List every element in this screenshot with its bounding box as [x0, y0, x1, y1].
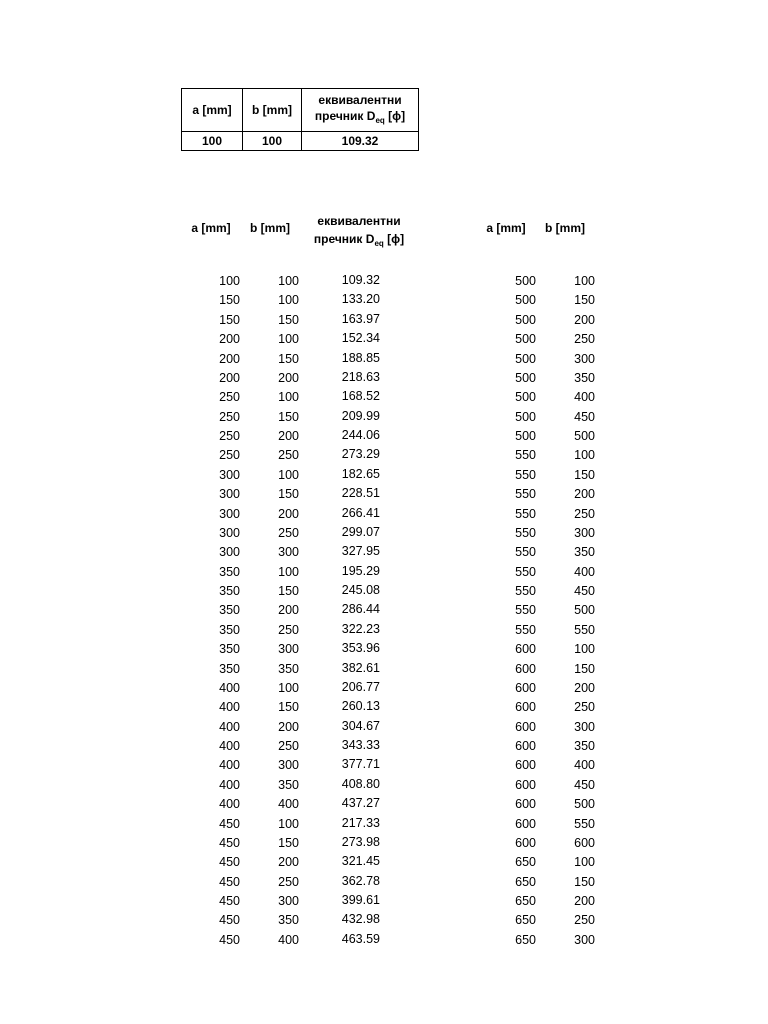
table-cell: 300: [574, 932, 595, 947]
table-cell: 195.29: [341, 563, 380, 578]
table-cell: 550: [574, 816, 595, 831]
table-cell: 300: [278, 894, 299, 908]
table-cell: 299.07: [341, 524, 380, 539]
table-cell: 408.80: [341, 776, 380, 791]
table-cell: 200: [219, 332, 240, 347]
table-cell: 200: [278, 719, 299, 734]
table-cell: 100: [278, 680, 299, 695]
table-cell: 400: [574, 390, 595, 405]
table-cell: 100: [219, 274, 240, 288]
table-cell: 600: [515, 835, 536, 850]
table-cell: 450: [219, 855, 240, 870]
table-cell: 300: [574, 351, 595, 366]
summary-header-b: b [mm]: [243, 89, 302, 132]
table-cell: 350: [574, 545, 595, 560]
table-cell: 150: [278, 835, 299, 850]
summary-value-a: 100: [182, 132, 243, 151]
table-cell: 400: [574, 564, 595, 579]
table-cell: 150: [219, 312, 240, 327]
table-cell: 450: [219, 913, 240, 928]
table-cell: 400: [219, 777, 240, 792]
table-cell: 218.63: [341, 369, 380, 384]
table-cell: 500: [574, 429, 595, 443]
list-header-b-right: b [mm]: [545, 221, 585, 235]
table-cell: 273.98: [341, 834, 380, 849]
table-cell: 343.33: [341, 738, 380, 752]
right-column-b: [545, 272, 595, 950]
table-cell: 350: [219, 564, 240, 579]
table-cell: 600: [515, 680, 536, 695]
table-cell: 150: [574, 874, 595, 889]
table-cell: 500: [574, 797, 595, 812]
table-cell: 400: [278, 932, 299, 947]
summary-header-deq-unit: [ϕ]: [384, 108, 406, 123]
table-cell: 100: [574, 855, 595, 870]
table-cell: 600: [515, 797, 536, 812]
table-cell: 133.20: [341, 292, 380, 307]
list-header-deq-line1: еквивалентни: [317, 214, 401, 228]
table-cell: 250: [574, 913, 595, 928]
table-cell: 244.06: [341, 428, 380, 442]
table-cell: 650: [515, 855, 536, 870]
list-header-deq-unit: [ϕ]: [383, 232, 405, 246]
table-cell: 200: [574, 680, 595, 695]
table-cell: 250: [219, 448, 240, 463]
table-cell: 650: [515, 932, 536, 947]
table-cell: 500: [515, 370, 536, 385]
table-cell: 350: [278, 777, 299, 792]
table-cell: 500: [515, 390, 536, 405]
table-cell: 600: [515, 642, 536, 657]
table-cell: 350: [219, 642, 240, 657]
table-cell: 100: [278, 816, 299, 831]
table-cell: 600: [515, 758, 536, 773]
table-cell: 100: [574, 642, 595, 657]
list-header-a-right: a [mm]: [486, 221, 526, 235]
table-cell: 273.29: [341, 447, 380, 462]
table-cell: 300: [219, 467, 240, 482]
table-cell: 100: [278, 293, 299, 308]
table-cell: 152.34: [341, 331, 380, 346]
table-cell: 432.98: [341, 912, 380, 927]
table-cell: 450: [574, 584, 595, 598]
table-cell: 450: [219, 835, 240, 850]
table-cell: 250: [219, 390, 240, 405]
table-cell: 350: [574, 370, 595, 385]
table-cell: 250: [219, 409, 240, 424]
table-cell: 450: [574, 409, 595, 424]
table-cell: 100: [278, 274, 299, 288]
table-cell: 650: [515, 874, 536, 889]
table-cell: 327.95: [341, 544, 380, 559]
table-cell: 400: [219, 739, 240, 753]
table-cell: 100: [278, 467, 299, 482]
table-cell: 600: [515, 777, 536, 792]
left-column-a: [190, 272, 240, 950]
table-cell: 300: [574, 525, 595, 540]
table-cell: 300: [278, 758, 299, 773]
table-cell: 463.59: [341, 931, 380, 946]
table-cell: 600: [515, 816, 536, 831]
summary-value-b: 100: [243, 132, 302, 151]
right-column-a: [486, 272, 536, 950]
table-cell: 250: [278, 448, 299, 463]
table-cell: 250: [278, 739, 299, 753]
table-cell: 550: [515, 564, 536, 579]
table-cell: 500: [515, 429, 536, 443]
table-cell: 250: [278, 622, 299, 637]
table-cell: 437.27: [341, 796, 380, 811]
table-cell: 228.51: [341, 486, 380, 501]
table-cell: 188.85: [341, 350, 380, 365]
table-cell: 200: [278, 603, 299, 618]
table-cell: 350: [574, 739, 595, 753]
table-cell: 500: [574, 603, 595, 618]
table-cell: 322.23: [341, 621, 380, 636]
left-column-deq: [330, 271, 380, 949]
table-cell: 400: [219, 758, 240, 773]
table-cell: 650: [515, 894, 536, 908]
table-cell: 150: [574, 661, 595, 676]
table-cell: 600: [515, 661, 536, 676]
table-cell: 500: [515, 312, 536, 327]
table-cell: 260.13: [341, 699, 380, 714]
table-cell: 321.45: [341, 854, 380, 869]
table-cell: 600: [574, 835, 595, 850]
table-cell: 200: [574, 894, 595, 908]
table-cell: 400: [219, 700, 240, 715]
table-cell: 100: [278, 332, 299, 347]
table-cell: 150: [278, 312, 299, 327]
table-cell: 200: [574, 487, 595, 502]
table-cell: 300: [278, 642, 299, 657]
table-cell: 250: [278, 525, 299, 540]
table-cell: 550: [515, 467, 536, 482]
table-cell: 200: [278, 506, 299, 521]
table-cell: 300: [219, 487, 240, 502]
table-cell: 300: [219, 506, 240, 521]
table-cell: 350: [219, 661, 240, 676]
table-cell: 109.32: [341, 273, 380, 287]
summary-header-row: [182, 89, 419, 132]
table-cell: 100: [278, 390, 299, 405]
table-cell: 450: [219, 816, 240, 831]
table-cell: 350: [278, 913, 299, 928]
table-cell: 550: [515, 487, 536, 502]
table-cell: 100: [574, 448, 595, 463]
table-cell: 550: [515, 506, 536, 521]
table-cell: 150: [278, 487, 299, 502]
table-cell: 400: [219, 797, 240, 812]
list-header-deq-sub: eq: [374, 239, 384, 248]
table-cell: 286.44: [341, 602, 380, 617]
table-cell: 400: [574, 758, 595, 773]
table-cell: 550: [515, 622, 536, 637]
table-cell: 200: [278, 855, 299, 870]
table-cell: 250: [574, 506, 595, 521]
table-cell: 450: [219, 874, 240, 889]
table-cell: 300: [574, 719, 595, 734]
table-cell: 300: [219, 545, 240, 560]
table-cell: 550: [515, 448, 536, 463]
table-cell: 245.08: [341, 583, 380, 597]
table-cell: 168.52: [341, 389, 380, 404]
table-cell: 450: [219, 894, 240, 908]
list-header-deq: [306, 212, 412, 253]
table-cell: 550: [515, 545, 536, 560]
left-column-b: [249, 272, 299, 950]
summary-header-deq-line1: еквивалентни: [318, 92, 402, 107]
table-cell: 300: [278, 545, 299, 560]
table-cell: 200: [574, 312, 595, 327]
table-cell: 150: [278, 584, 299, 598]
table-cell: 300: [219, 525, 240, 540]
table-cell: 500: [515, 293, 536, 308]
summary-header-deq: [302, 89, 419, 132]
table-cell: 600: [515, 700, 536, 715]
table-cell: 500: [515, 351, 536, 366]
table-cell: 350: [278, 661, 299, 676]
table-cell: 600: [515, 719, 536, 734]
table-cell: 550: [515, 603, 536, 618]
table-cell: 150: [574, 467, 595, 482]
table-cell: 206.77: [341, 679, 380, 694]
table-cell: 399.61: [341, 893, 380, 907]
summary-header-deq-sub: eq: [375, 115, 385, 125]
table-cell: 450: [574, 777, 595, 792]
table-cell: 209.99: [341, 408, 380, 423]
table-cell: 200: [278, 370, 299, 385]
table-cell: 200: [278, 429, 299, 443]
summary-table: [181, 88, 419, 151]
table-cell: 400: [219, 719, 240, 734]
table-cell: 217.33: [341, 815, 380, 830]
table-cell: 350: [219, 584, 240, 598]
table-cell: 400: [278, 797, 299, 812]
table-cell: 250: [219, 429, 240, 443]
summary-header-a: a [mm]: [182, 89, 243, 132]
table-cell: 250: [574, 700, 595, 715]
table-cell: 100: [278, 564, 299, 579]
table-cell: 163.97: [341, 311, 380, 326]
table-cell: 350: [219, 622, 240, 637]
table-cell: 200: [219, 351, 240, 366]
table-cell: 362.78: [341, 873, 380, 888]
table-cell: 150: [278, 409, 299, 424]
table-cell: 450: [219, 932, 240, 947]
table-cell: 150: [574, 293, 595, 308]
table-cell: 353.96: [341, 641, 380, 656]
table-cell: 500: [515, 274, 536, 288]
table-cell: 150: [278, 351, 299, 366]
table-cell: 550: [574, 622, 595, 637]
list-header-a-left: a [mm]: [191, 221, 231, 235]
table-cell: 377.71: [341, 757, 380, 772]
table-cell: 400: [219, 680, 240, 695]
table-cell: 250: [278, 874, 299, 889]
table-cell: 650: [515, 913, 536, 928]
table-cell: 266.41: [341, 505, 380, 520]
table-cell: 550: [515, 584, 536, 598]
summary-value-row: [182, 132, 419, 151]
table-cell: 150: [219, 293, 240, 308]
table-cell: 500: [515, 332, 536, 347]
table-cell: 550: [515, 525, 536, 540]
summary-value-deq: 109.32: [302, 132, 419, 151]
list-header-b-left: b [mm]: [250, 221, 290, 235]
list-header-deq-line2: пречник D: [313, 232, 375, 246]
table-cell: 600: [515, 739, 536, 753]
table-cell: 250: [574, 332, 595, 347]
table-cell: 182.65: [341, 466, 380, 481]
table-cell: 304.67: [341, 718, 380, 733]
table-cell: 350: [219, 603, 240, 618]
summary-header-deq-line2: пречник D: [314, 108, 376, 123]
table-cell: 100: [574, 274, 595, 288]
table-cell: 150: [278, 700, 299, 715]
table-cell: 500: [515, 409, 536, 424]
table-cell: 382.61: [341, 660, 380, 675]
table-cell: 200: [219, 370, 240, 385]
